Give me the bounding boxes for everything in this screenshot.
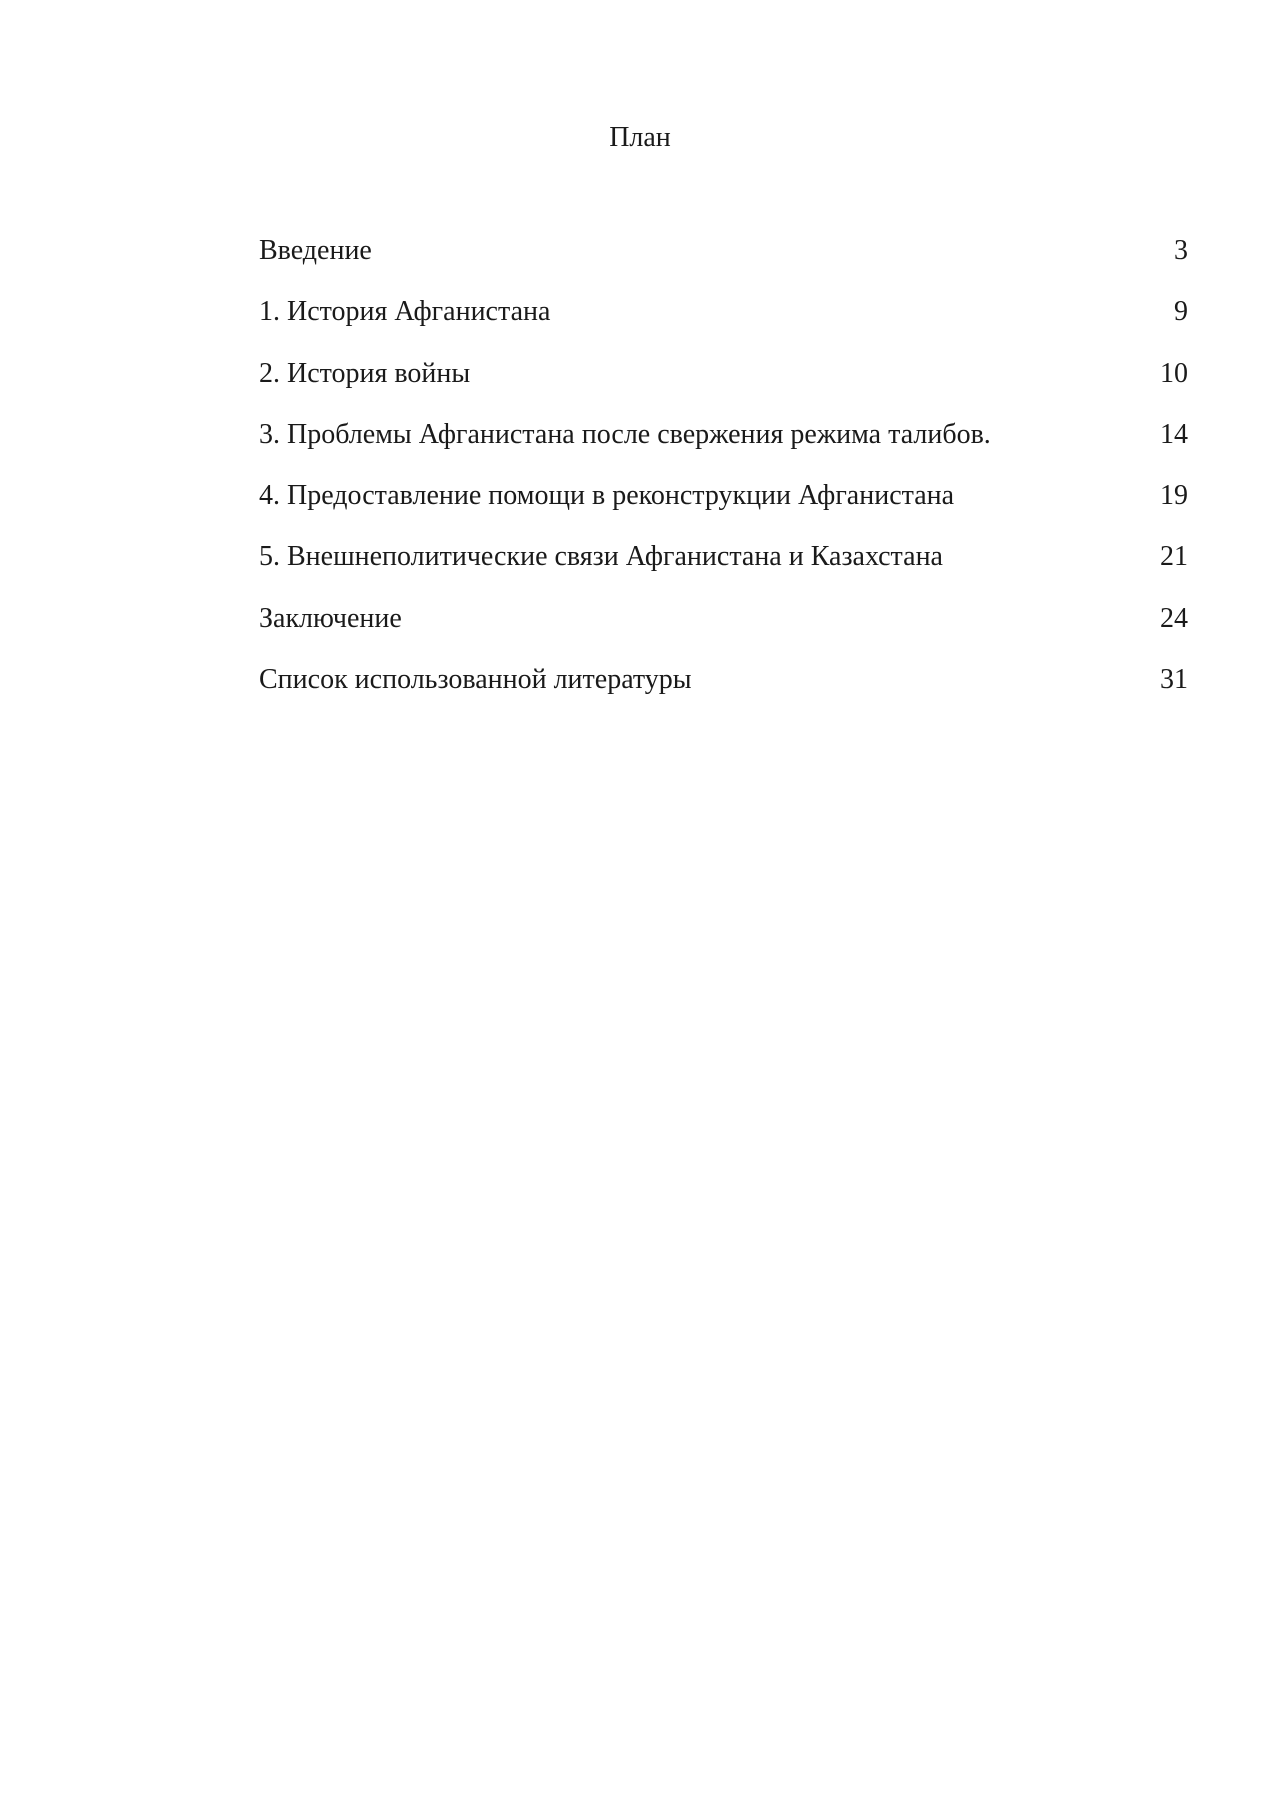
toc-entry — [259, 415, 1188, 476]
toc-entry-page: 3 — [1174, 235, 1188, 266]
toc-entry — [259, 231, 1188, 292]
toc-entry-label: 1. История Афганистана — [259, 296, 551, 328]
toc-entry — [259, 537, 1188, 598]
page-title: План — [609, 122, 671, 153]
toc-entry-page: 14 — [1160, 418, 1188, 450]
toc-entry — [259, 354, 1188, 415]
toc-entry-page: 19 — [1160, 480, 1188, 512]
toc-entry-label: 3. Проблемы Афганистана после свержения режима талибов. — [259, 418, 991, 450]
toc-entry-page: 21 — [1160, 541, 1188, 573]
toc-entry-label: Список использованной литературы — [259, 664, 692, 696]
toc-entry — [259, 476, 1188, 537]
toc-entry-page: 9 — [1174, 296, 1188, 328]
toc-entry-page: 31 — [1160, 664, 1188, 696]
toc-entry-page: 24 — [1160, 602, 1188, 634]
toc-entry-page: 10 — [1160, 357, 1188, 389]
toc-entry — [259, 660, 1188, 721]
table-of-contents — [259, 231, 1188, 721]
toc-entry-label: Введение — [259, 235, 372, 266]
toc-entry — [259, 292, 1188, 353]
toc-entry-label: 2. История войны — [259, 357, 471, 389]
toc-entry — [259, 599, 1188, 660]
toc-entry-label: 4. Предоставление помощи в реконструкции Афганистана — [259, 480, 955, 512]
toc-entry-label: 5. Внешнеполитические связи Афганистана и Казахстана — [259, 541, 943, 573]
toc-entry-label: Заключение — [259, 602, 402, 634]
